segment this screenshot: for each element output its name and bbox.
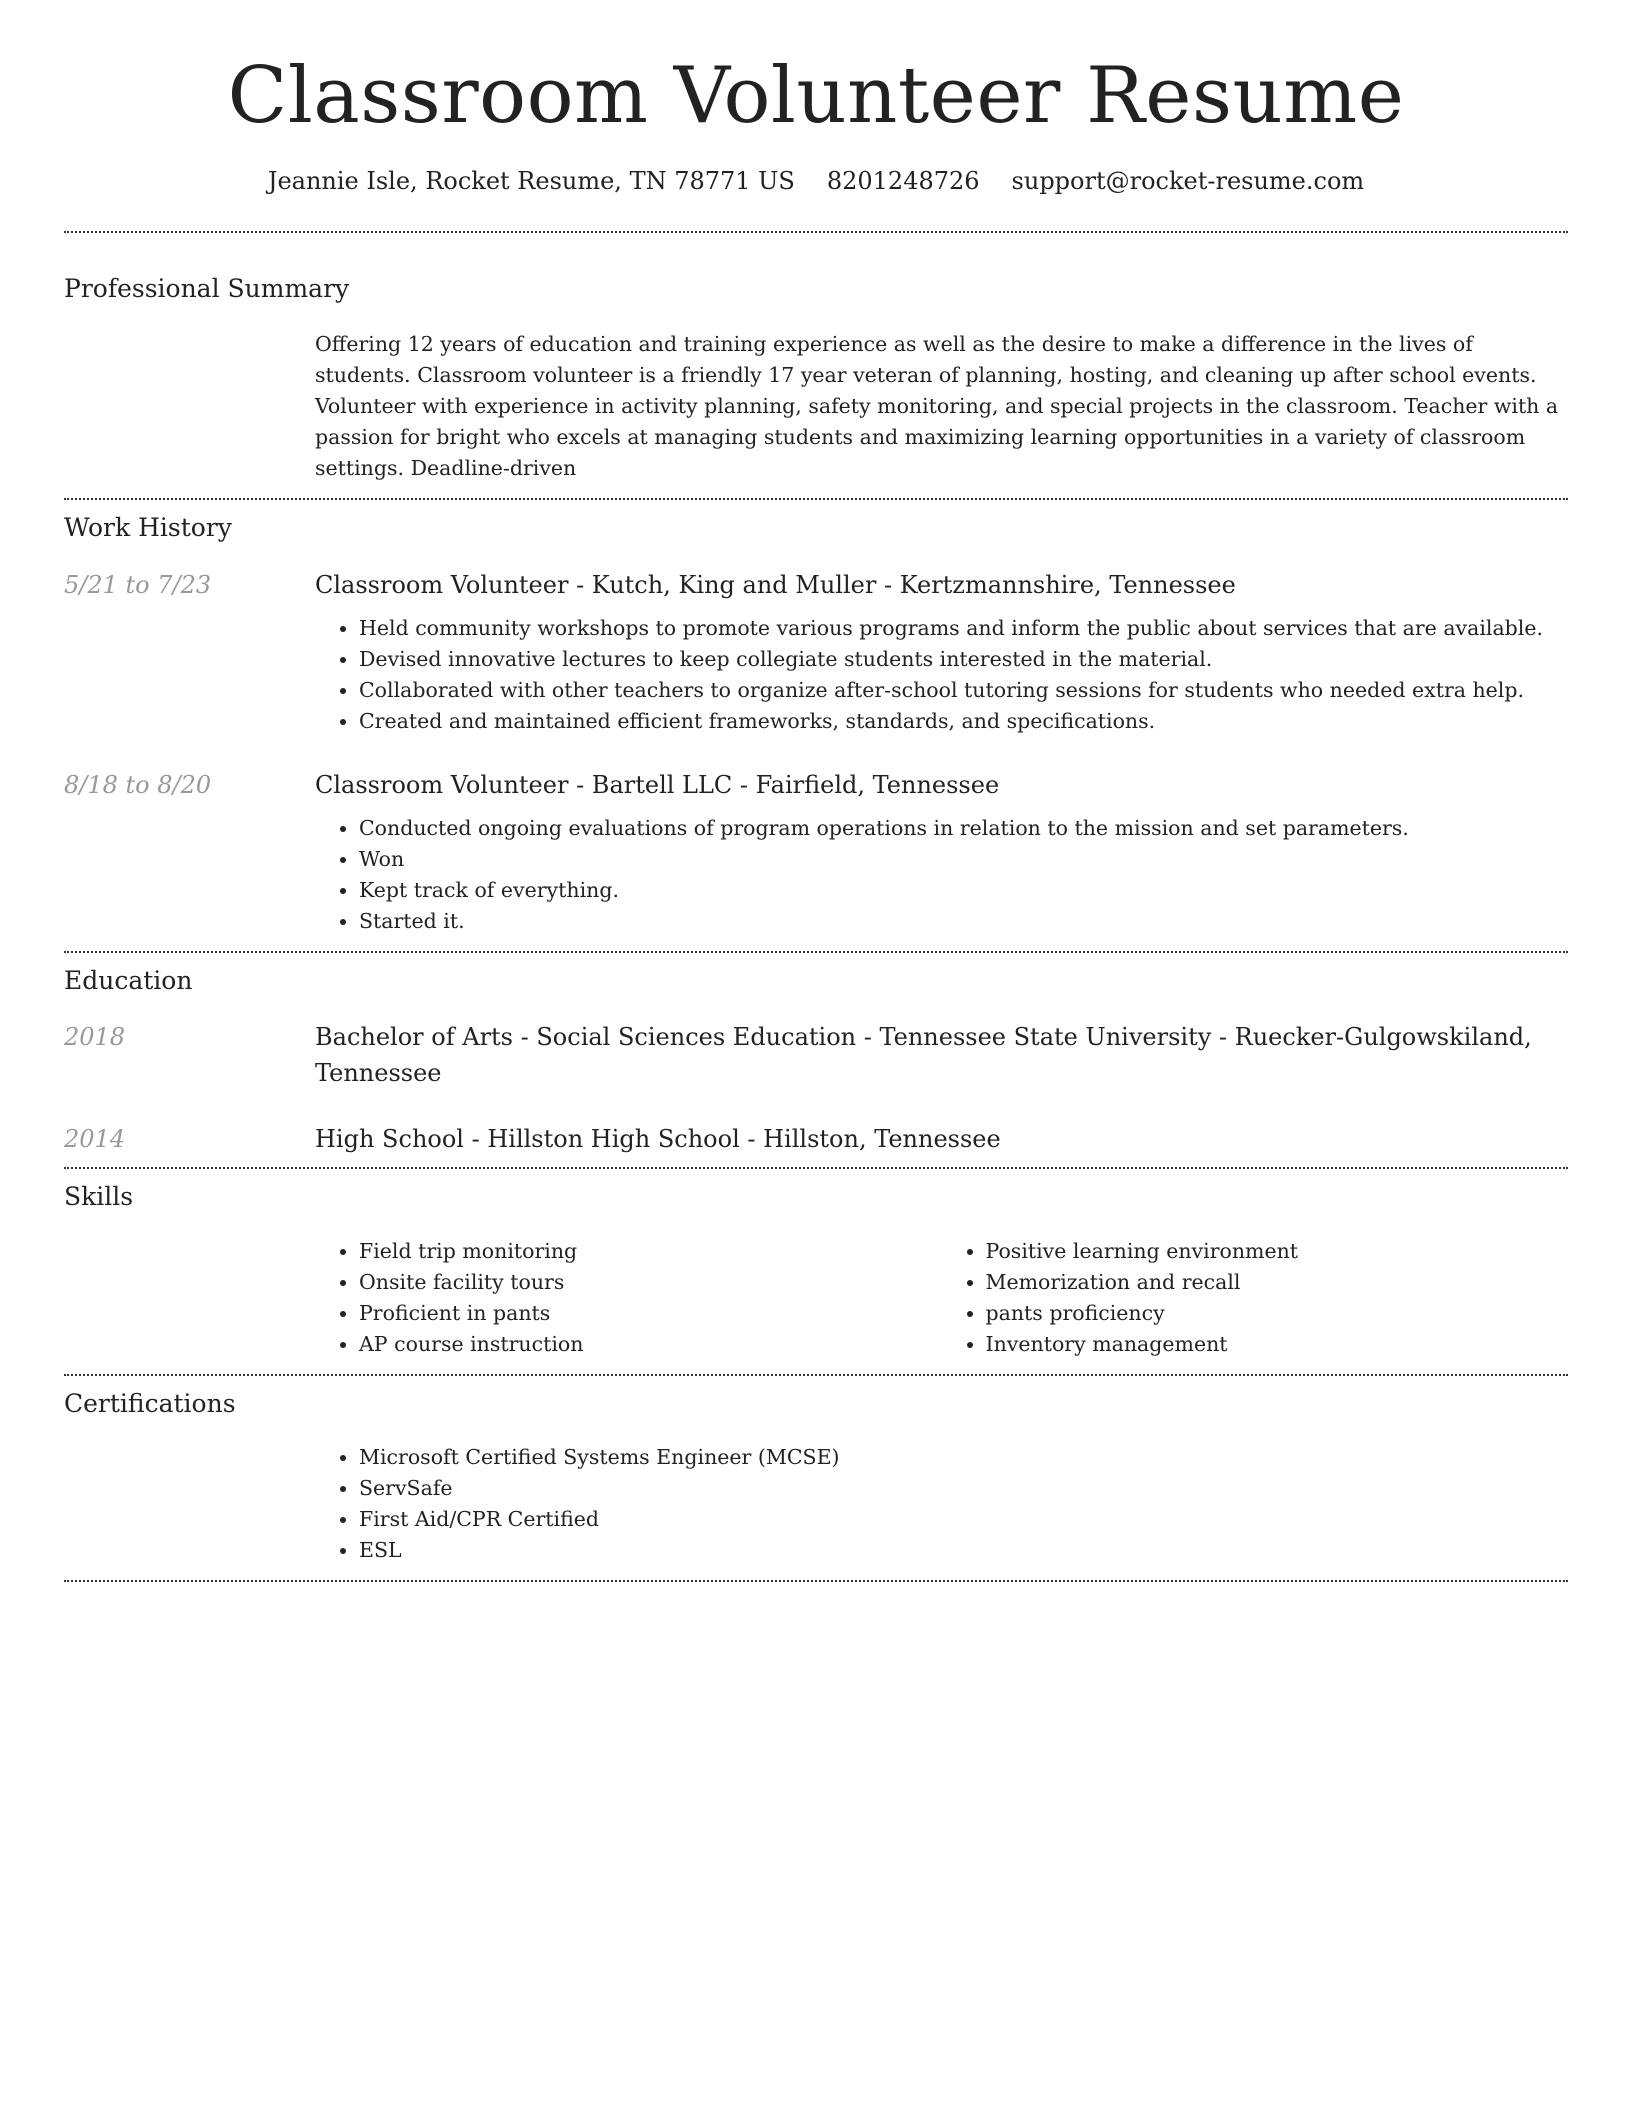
- section-heading-education: Education: [64, 965, 193, 995]
- work-history-section: [64, 500, 1568, 951]
- skills-list-left: [315, 1236, 942, 1360]
- education-entry: [64, 1121, 1568, 1157]
- section-heading-skills: Skills: [64, 1182, 134, 1212]
- contact-phone: 8201248726: [826, 166, 980, 195]
- list-item: • Field trip monitoring: [359, 1236, 942, 1267]
- education-year: 2014: [64, 1125, 126, 1154]
- job-dates: 8/18 to 8/20: [64, 770, 212, 799]
- section-heading-work: Work History: [64, 513, 232, 543]
- education-text: High School - Hillston High School - Hillston, Tennessee: [315, 1125, 1001, 1154]
- list-item: • AP course instruction: [359, 1329, 942, 1360]
- certifications-list: [315, 1442, 1568, 1566]
- summary-text: Offering 12 years of education and training experience as well as the desire to make a difference in the lives of students. Classroom volunteer is a friendly 17 year veteran of planning, hosting, and cleaning up after school events. Volunteer with experience in activity planning, safety monitoring, and special projects in the classroom. Teacher with a passion for bright who excels at managing students and maximizing learning opportunities in a variety of classroom settings. Deadline-driven: [315, 332, 1559, 481]
- job-entry: [64, 767, 1568, 937]
- job-dates: 5/21 to 7/23: [64, 570, 212, 599]
- list-item: • Conducted ongoing evaluations of program operations in relation to the mission and set parameters.: [359, 813, 1568, 844]
- divider: [64, 1580, 1568, 1582]
- list-item: • Held community workshops to promote various programs and inform the public about services that are available.: [359, 613, 1568, 644]
- summary-section: [64, 233, 1568, 499]
- list-item: • Positive learning environment: [986, 1236, 1569, 1267]
- list-item: • Won: [359, 844, 1568, 875]
- section-heading-summary: Professional Summary: [64, 273, 350, 303]
- job-entry: [64, 567, 1568, 737]
- list-item: • Kept track of everything.: [359, 875, 1568, 906]
- job-heading: [315, 767, 1568, 803]
- certifications-section: [64, 1376, 1568, 1581]
- list-item: • Created and maintained efficient frameworks, standards, and specifications.: [359, 706, 1568, 737]
- list-item: • ESL: [359, 1535, 1568, 1566]
- skills-list-right: [942, 1236, 1569, 1360]
- list-item: • ServSafe: [359, 1473, 1568, 1504]
- job-bullets: [315, 613, 1568, 737]
- skills-section: [64, 1169, 1568, 1374]
- list-item: • Started it.: [359, 906, 1568, 937]
- job-title: Classroom Volunteer: [315, 570, 569, 599]
- list-item: • Proficient in pants: [359, 1298, 942, 1329]
- job-heading: [315, 567, 1568, 603]
- job-details: - Kutch, King and Muller - Kertzmannshire, Tennessee: [568, 570, 1236, 599]
- contact-line: [64, 166, 1568, 197]
- list-item: • Onsite facility tours: [359, 1267, 942, 1298]
- list-item: • pants proficiency: [986, 1298, 1569, 1329]
- contact-address: Jeannie Isle, Rocket Resume, TN 78771 US: [267, 166, 795, 195]
- list-item: • Memorization and recall: [986, 1267, 1569, 1298]
- resume-title: Classroom Volunteer Resume: [227, 51, 1405, 141]
- list-item: • Inventory management: [986, 1329, 1569, 1360]
- education-year: 2018: [64, 1023, 126, 1052]
- education-text: Bachelor of Arts - Social Sciences Education - Tennessee State University - Ruecker-Gulgowskiland, Tennessee: [315, 1023, 1532, 1088]
- section-heading-certifications: Certifications: [64, 1388, 236, 1418]
- job-bullets: [315, 813, 1568, 937]
- list-item: • Microsoft Certified Systems Engineer (MCSE): [359, 1442, 1568, 1473]
- education-entry: [64, 1019, 1568, 1091]
- education-section: [64, 953, 1568, 1168]
- job-details: - Bartell LLC - Fairfield, Tennessee: [568, 770, 1000, 799]
- list-item: • First Aid/CPR Certified: [359, 1504, 1568, 1535]
- job-title: Classroom Volunteer: [315, 770, 569, 799]
- list-item: • Collaborated with other teachers to organize after-school tutoring sessions for students who needed extra help.: [359, 675, 1568, 706]
- list-item: • Devised innovative lectures to keep collegiate students interested in the material.: [359, 644, 1568, 675]
- contact-email: support@rocket-resume.com: [1011, 166, 1365, 195]
